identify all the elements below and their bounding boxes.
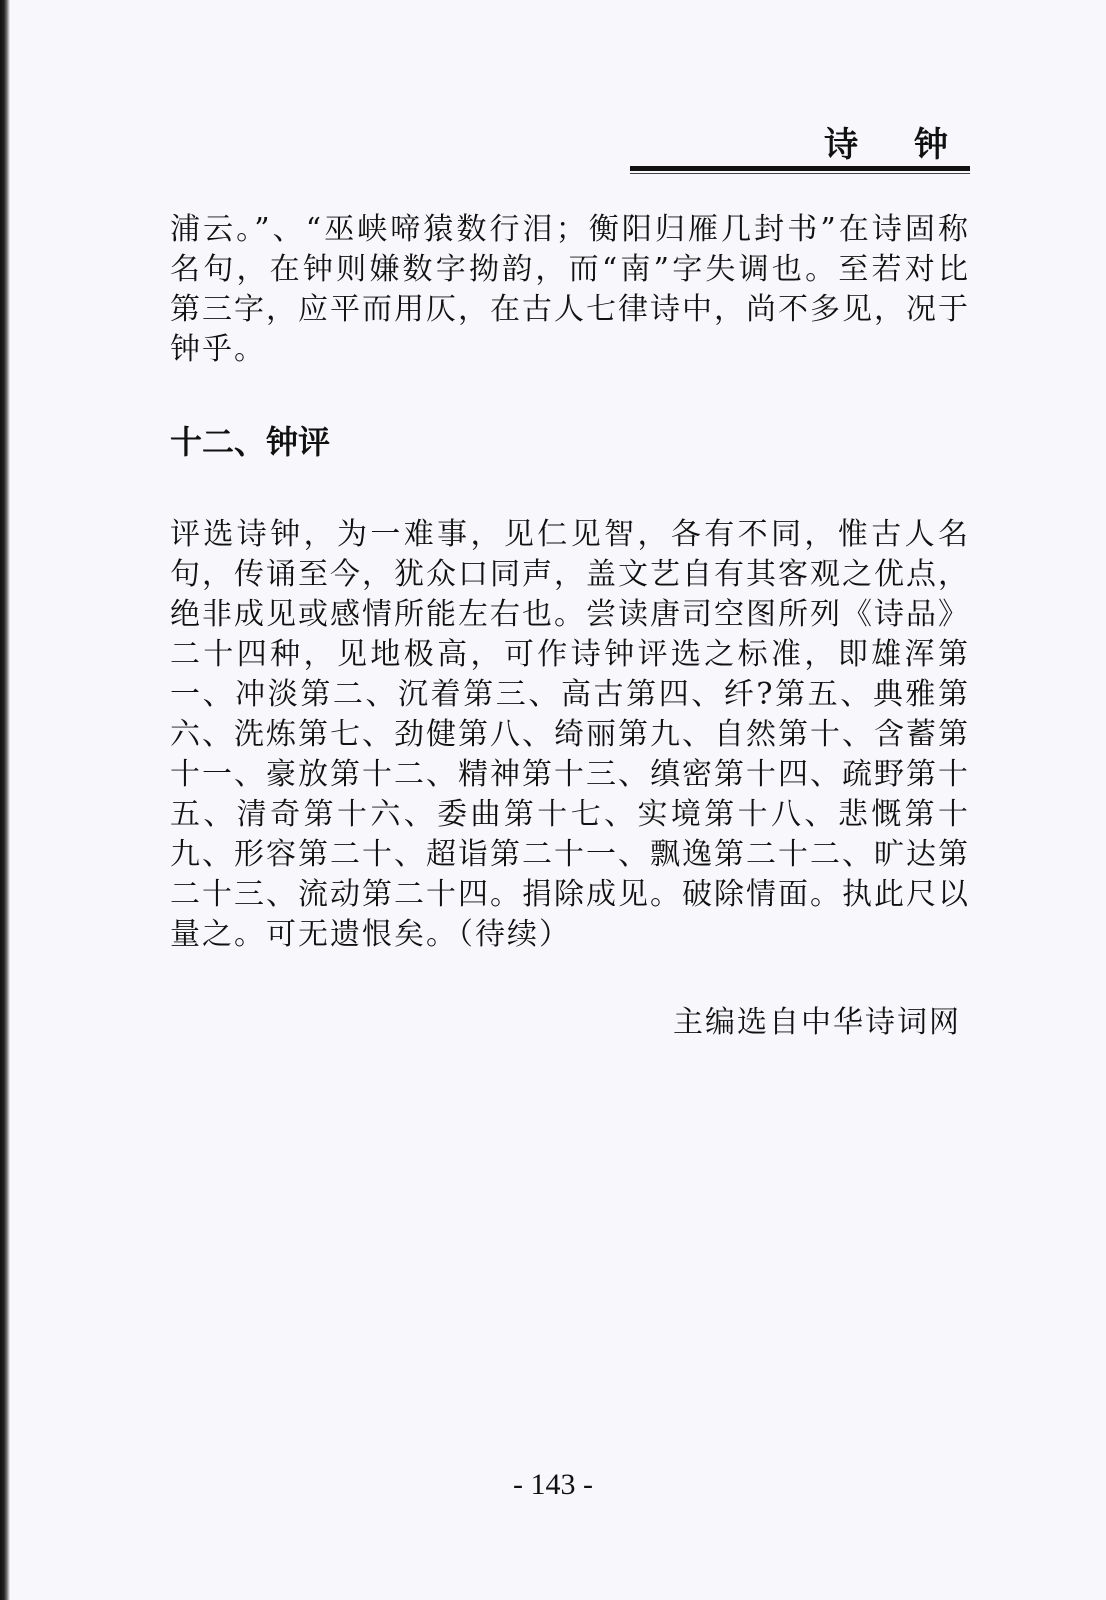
opening-paragraph: 浦云。”、“巫峡啼猿数行泪；衡阳归雁几封书”在诗固称名句，在钟则嫌数字拗韵，而“南”字失调也。至若对比第三字，应平而用仄，在古人七律诗中，尚不多见，况于钟乎。 bbox=[170, 212, 970, 367]
scanned-page-edge bbox=[0, 0, 10, 1600]
header-rule-thin bbox=[630, 173, 970, 174]
section-heading: 十二、钟评 bbox=[170, 423, 331, 461]
header-rule-thick bbox=[630, 166, 970, 171]
page-number: - 143 - bbox=[513, 1468, 593, 1501]
source-credit: 主编选自中华诗词网 bbox=[673, 1005, 961, 1040]
running-header-title: 诗 钟 bbox=[824, 125, 970, 165]
commentary-paragraph: 评选诗钟，为一难事，见仁见智，各有不同，惟古人名句，传诵至今，犹众口同声，盖文艺自有其客观之优点，绝非成见或感情所能左右也。尝读唐司空图所列《诗品》二十四种，见地极高，可作诗钟评选之标准，即雄浑第一、冲淡第二、沉着第三、高古第四、纤?第五、典雅第六、洗炼第七、劲健第八、绮丽第九、自然第十、含蓄第十一、豪放第十二、精神第十三、缜密第十四、疏野第十五、清奇第十六、委曲第十七、实境第十八、悲慨第十九、形容第二十、超诣第二十一、飘逸第二十二、旷达第二十三、流动第二十四。捐除成见。破除情面。执此尺以量之。可无遗恨矣。（待续） bbox=[170, 517, 970, 952]
